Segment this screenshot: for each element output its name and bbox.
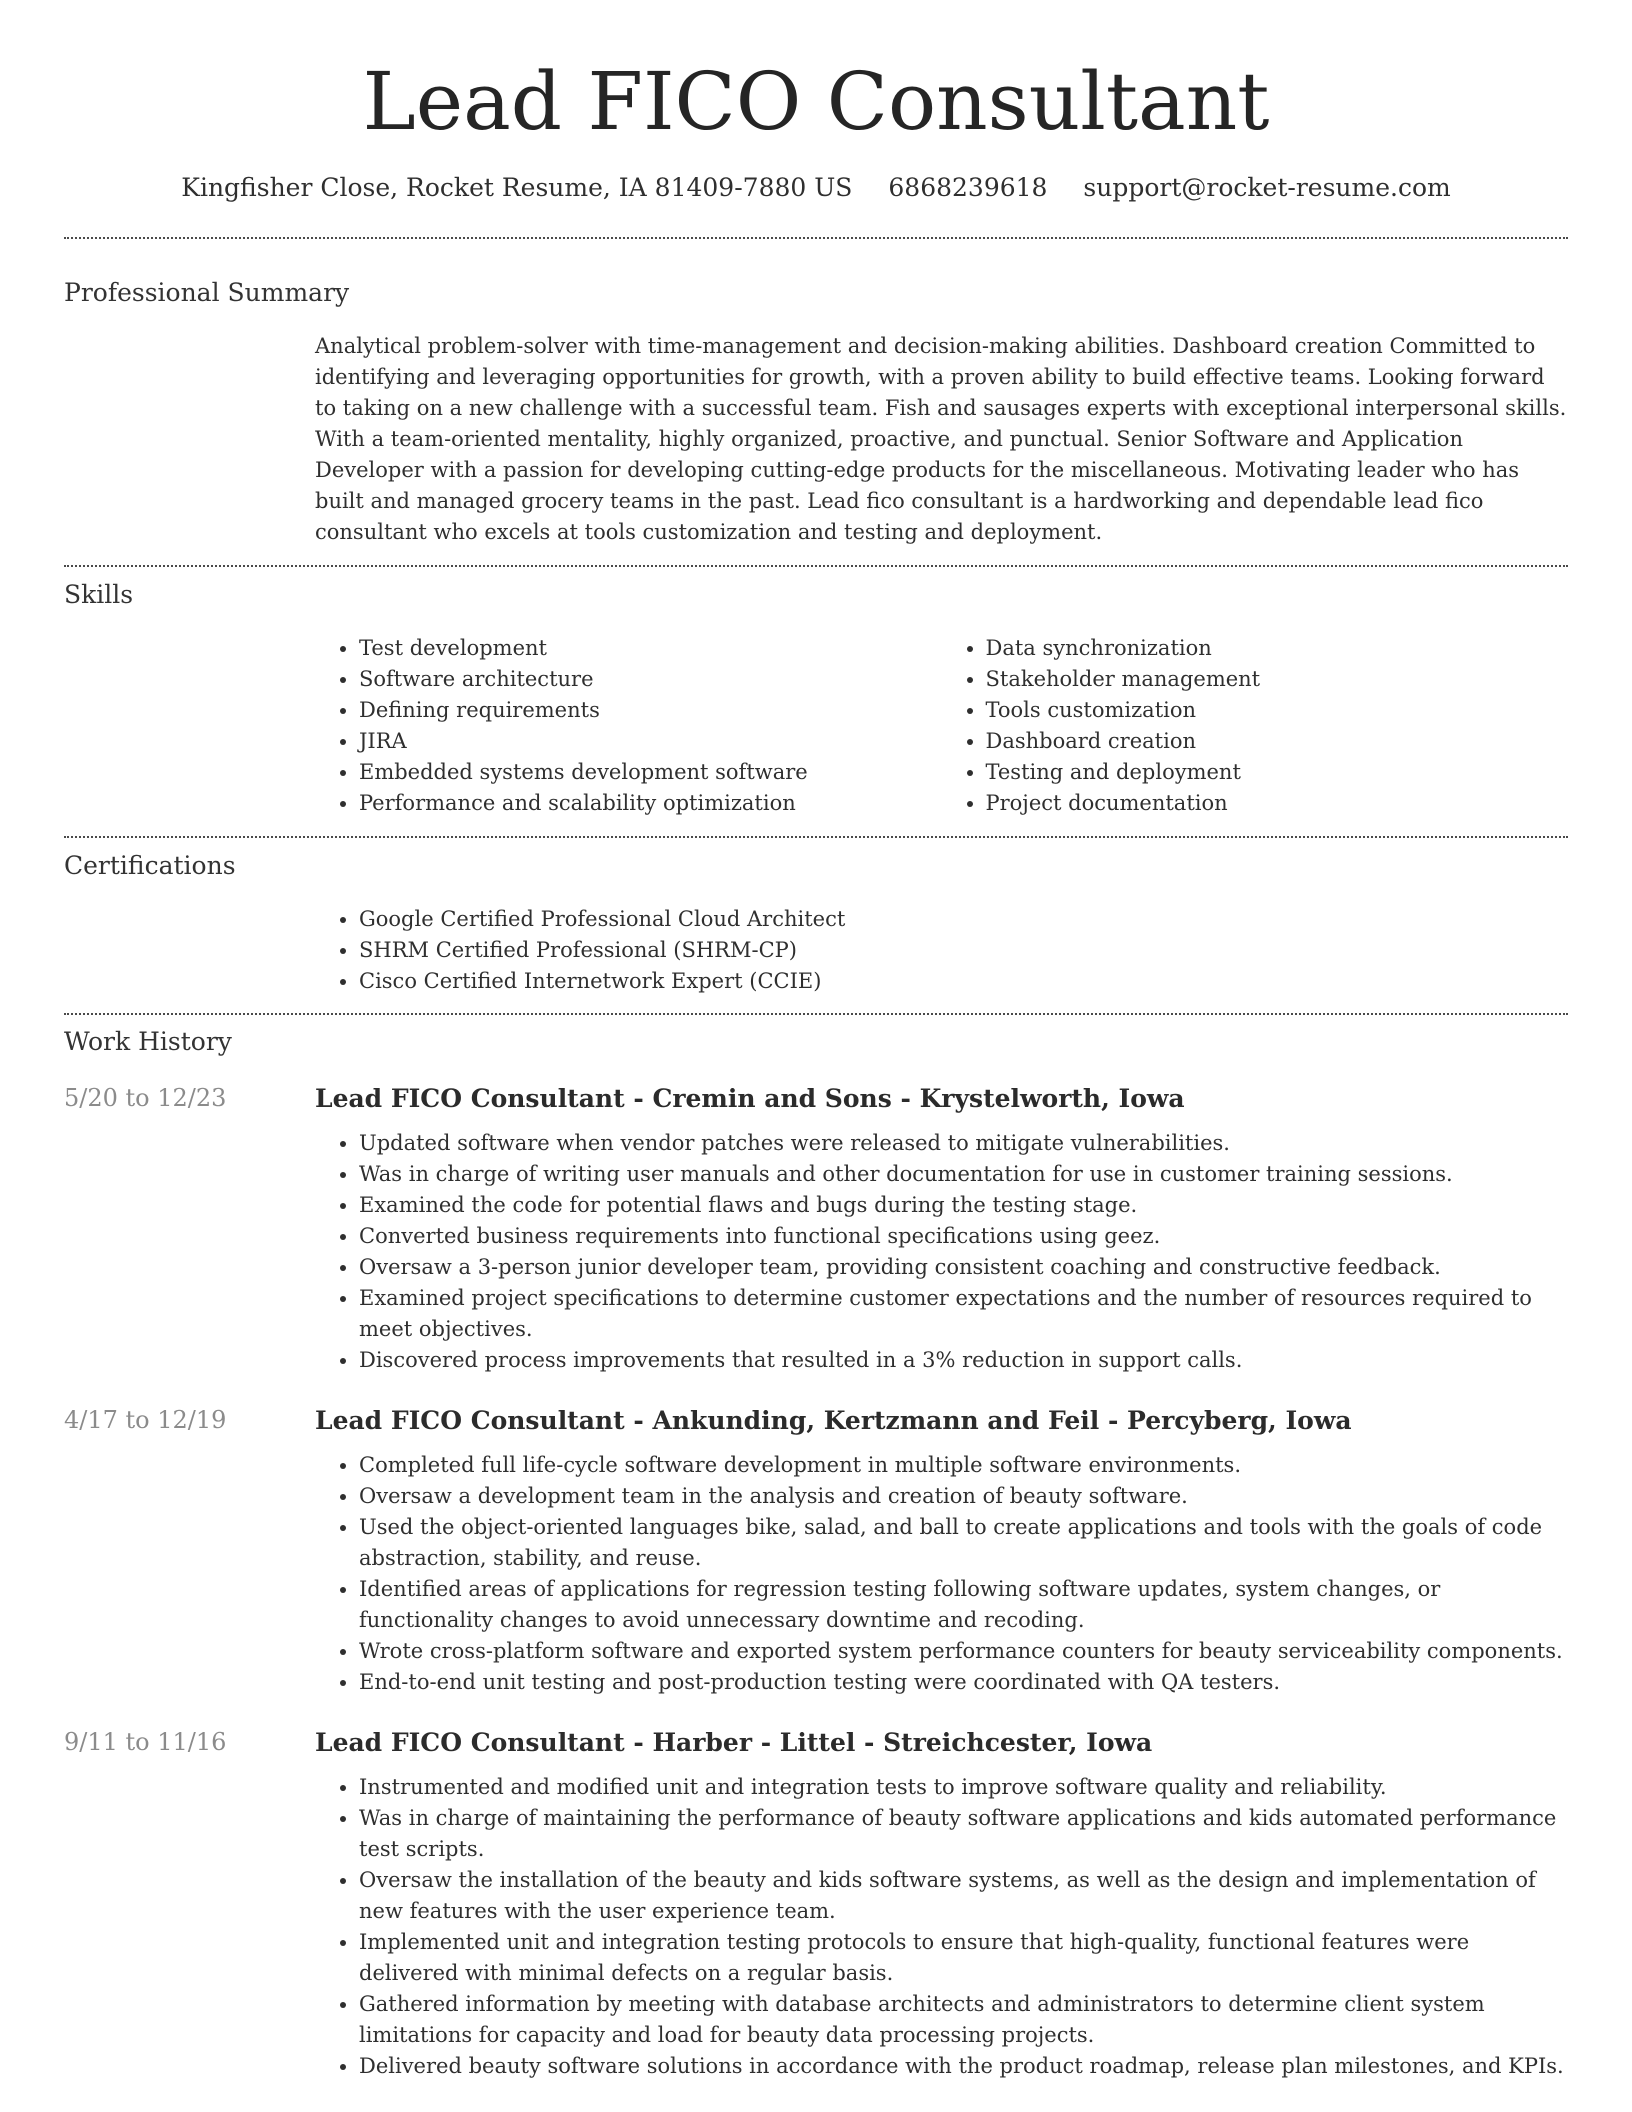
contact-phone: 6868239618 xyxy=(888,173,1048,202)
job-entry xyxy=(64,1406,1568,1698)
job-bullet: • Examined project specifications to determine customer expectations and the number of resources required to meet objectives. xyxy=(359,1283,1568,1345)
skill-item: • Defining requirements xyxy=(359,695,942,726)
skill-item: • Embedded systems development software xyxy=(359,757,942,788)
certifications-body xyxy=(315,904,1568,997)
summary-title: Professional Summary xyxy=(64,278,350,307)
certifications-title: Certifications xyxy=(64,851,236,880)
job-bullet: • Updated software when vendor patches were released to mitigate vulnerabilities. xyxy=(359,1128,1568,1159)
summary-body xyxy=(315,331,1568,548)
job-bullet: • Discovered process improvements that resulted in a 3% reduction in support calls. xyxy=(359,1345,1568,1376)
job-details xyxy=(315,1728,1568,2082)
skill-item: • JIRA xyxy=(359,726,942,757)
job-entry xyxy=(64,1728,1568,2082)
contact-email[interactable]: support@rocket-resume.com xyxy=(1083,173,1451,202)
work-section xyxy=(64,1015,1568,2082)
candidate-name: Lead FICO Consultant xyxy=(362,55,1270,148)
contact-address: Kingfisher Close, Rocket Resume, IA 81409-7880 US xyxy=(181,173,853,202)
skills-list-right xyxy=(942,633,1569,819)
job-bullet: • Was in charge of maintaining the performance of beauty software applications and kids automated performance test scripts. xyxy=(359,1803,1568,1865)
job-entry xyxy=(64,1084,1568,1376)
work-title: Work History xyxy=(64,1027,232,1056)
job-dates: 4/17 to 12/19 xyxy=(64,1406,227,1434)
skill-item: • Software architecture xyxy=(359,664,942,695)
job-bullet: • End-to-end unit testing and post-production testing were coordinated with QA testers. xyxy=(359,1667,1568,1698)
job-bullet: • Identified areas of applications for regression testing following software updates, system changes, or functionality changes to avoid unnecessary downtime and recoding. xyxy=(359,1574,1568,1636)
job-bullets xyxy=(315,1772,1568,2082)
job-title: Lead FICO Consultant - Cremin and Sons - Krystelworth, Iowa xyxy=(315,1084,1185,1113)
job-bullet: • Used the object-oriented languages bike, salad, and ball to create applications and tools with the goals of code abstraction, stability, and reuse. xyxy=(359,1512,1568,1574)
contact-line xyxy=(64,173,1568,203)
summary-text: Analytical problem-solver with time-management and decision-making abilities. Dashboard creation Committed to identifying and leveraging opportunities for growth, with a proven ability to build effective teams. Looking forward to taking on a new challenge with a successful team. Fish and sausages experts with exceptional interpersonal skills. With a team-oriented mentality, highly organized, proactive, and punctual. Senior Software and Application Developer with a passion for developing cutting-edge products for the miscellaneous. Motivating leader who has built and managed grocery teams in the past. Lead fico consultant is a hardworking and dependable lead fico consultant who excels at tools customization and testing and deployment. xyxy=(315,334,1567,544)
skill-item: • Data synchronization xyxy=(986,633,1569,664)
job-title: Lead FICO Consultant - Harber - Littel - Streichcester, Iowa xyxy=(315,1728,1153,1757)
job-bullet: • Oversaw a 3-person junior developer team, providing consistent coaching and constructive feedback. xyxy=(359,1252,1568,1283)
certification-item: • SHRM Certified Professional (SHRM-CP) xyxy=(359,935,1568,966)
skills-section xyxy=(64,567,1568,819)
skills-title: Skills xyxy=(64,580,134,609)
job-details xyxy=(315,1084,1568,1376)
jobs-container xyxy=(64,1084,1568,2082)
job-bullet: • Was in charge of writing user manuals and other documentation for use in customer training sessions. xyxy=(359,1159,1568,1190)
job-bullet: • Gathered information by meeting with database architects and administrators to determine client system limitations for capacity and load for beauty data processing projects. xyxy=(359,1989,1568,2051)
certification-item: • Cisco Certified Internetwork Expert (CCIE) xyxy=(359,966,1568,997)
skills-list-left xyxy=(315,633,942,819)
job-bullet: • Wrote cross-platform software and exported system performance counters for beauty serviceability components. xyxy=(359,1636,1568,1667)
job-bullet: • Examined the code for potential flaws and bugs during the testing stage. xyxy=(359,1190,1568,1221)
job-bullet: • Completed full life-cycle software development in multiple software environments. xyxy=(359,1450,1568,1481)
job-bullet: • Instrumented and modified unit and integration tests to improve software quality and reliability. xyxy=(359,1772,1568,1803)
job-bullets xyxy=(315,1450,1568,1698)
certifications-list xyxy=(315,904,1568,997)
job-bullet: • Implemented unit and integration testing protocols to ensure that high-quality, functional features were delivered with minimal defects on a regular basis. xyxy=(359,1927,1568,1989)
job-title: Lead FICO Consultant - Ankunding, Kertzmann and Feil - Percyberg, Iowa xyxy=(315,1406,1352,1435)
resume-page xyxy=(64,0,1568,2082)
skill-item: • Dashboard creation xyxy=(986,726,1569,757)
job-dates: 9/11 to 11/16 xyxy=(64,1728,227,1756)
skill-item: • Project documentation xyxy=(986,788,1569,819)
job-bullet: • Delivered beauty software solutions in accordance with the product roadmap, release plan milestones, and KPIs. xyxy=(359,2051,1568,2082)
skill-item: • Test development xyxy=(359,633,942,664)
certifications-section xyxy=(64,838,1568,997)
summary-section xyxy=(64,239,1568,548)
job-details xyxy=(315,1406,1568,1698)
job-bullet: • Oversaw a development team in the analysis and creation of beauty software. xyxy=(359,1481,1568,1512)
job-bullets xyxy=(315,1128,1568,1376)
skill-item: • Testing and deployment xyxy=(986,757,1569,788)
skill-item: • Performance and scalability optimization xyxy=(359,788,942,819)
skill-item: • Stakeholder management xyxy=(986,664,1569,695)
certification-item: • Google Certified Professional Cloud Architect xyxy=(359,904,1568,935)
job-bullet: • Converted business requirements into functional specifications using geez. xyxy=(359,1221,1568,1252)
skill-item: • Tools customization xyxy=(986,695,1569,726)
job-dates: 5/20 to 12/23 xyxy=(64,1084,227,1112)
skills-columns xyxy=(315,633,1568,819)
job-bullet: • Oversaw the installation of the beauty and kids software systems, as well as the design and implementation of new features with the user experience team. xyxy=(359,1865,1568,1927)
